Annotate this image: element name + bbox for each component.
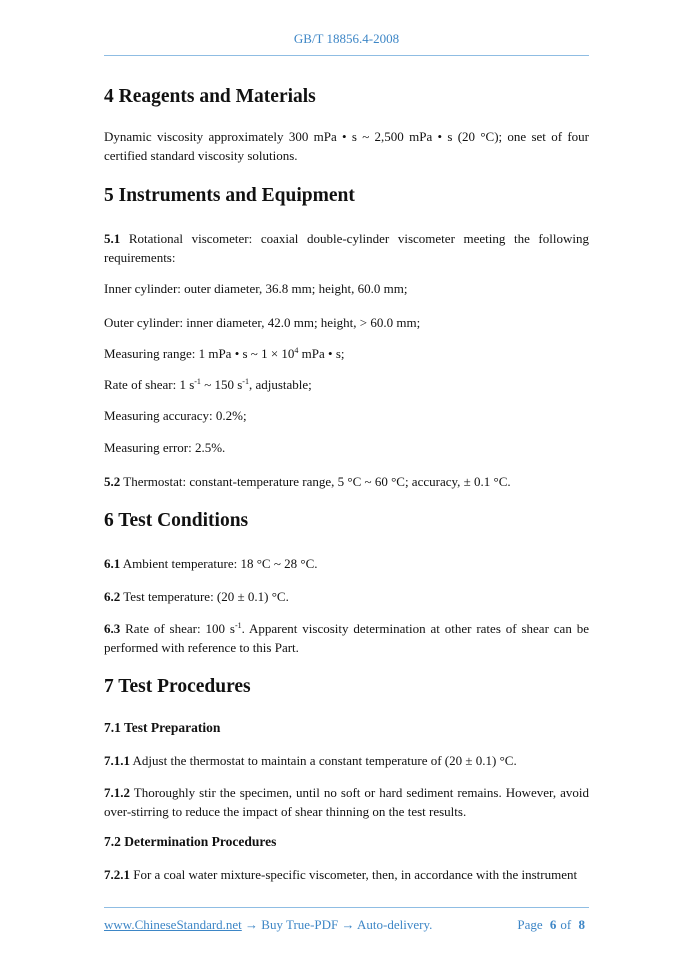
paragraph (104, 865, 589, 884)
section-heading: 6 Test Conditions (104, 510, 249, 531)
document-header: GB/T 18856.4-2008 (293, 31, 400, 46)
paragraph (104, 229, 589, 267)
superscript: -1 (234, 621, 242, 630)
clause-number: 7.2.1 (104, 867, 130, 882)
clause-number: 6.3 (104, 621, 121, 636)
text: Rate of shear: 1 s (104, 377, 195, 392)
clause-text: Ambient temperature: 18 °C ~ 28 °C. (120, 556, 318, 571)
paragraph: Outer cylinder: inner diameter, 42.0 mm; height, > 60.0 mm; (104, 315, 421, 330)
superscript: -1 (242, 377, 249, 386)
section-heading: 5 Instruments and Equipment (104, 185, 355, 206)
clause-text: Test temperature: (20 ± 0.1) °C. (120, 589, 289, 604)
clause-text: Rotational viscometer: coaxial double-cylinder viscometer meeting the following requirements: (104, 231, 589, 265)
paragraph: Measuring accuracy: 0.2%; (104, 408, 247, 423)
subsection-heading: 7.2 Determination Procedures (104, 834, 277, 849)
clause-number: 5.2 (104, 474, 121, 489)
page-total: 8 (578, 917, 585, 932)
paragraph (104, 554, 589, 573)
paragraph (104, 751, 589, 770)
section-heading: 7 Test Procedures (104, 676, 251, 697)
footer-rule (104, 907, 589, 908)
promo-text: → Buy True-PDF → Auto-delivery. (241, 917, 433, 932)
paragraph (104, 619, 589, 657)
clause-number: 7.1.2 (104, 785, 130, 800)
paragraph: Dynamic viscosity approximately 300 mPa • s ~ 2,500 mPa • s (20 °C); one set of four certified standard viscosity solutions. (104, 129, 589, 163)
text: , adjustable; (248, 377, 312, 392)
subsection-heading: 7.1 Test Preparation (104, 720, 221, 735)
clause-text: Thoroughly stir the specimen, until no soft or hard sediment remains. However, avoid over-stirring to reduce the impact of shear thinning on the test results. (104, 785, 589, 819)
text: ~ 150 s (200, 377, 243, 392)
clause-text: Rate of shear: 100 s (120, 621, 235, 636)
text: mPa • s; (298, 346, 345, 361)
paragraph (104, 587, 589, 606)
paragraph: Inner cylinder: outer diameter, 36.8 mm; height, 60.0 mm; (104, 281, 408, 296)
clause-number: 5.1 (104, 231, 121, 246)
document-footer (104, 917, 589, 933)
clause-text: . Apparent viscosity determination at other rates of shear can be performed with reference to this Part. (104, 621, 589, 655)
superscript: 4 (294, 346, 299, 355)
paragraph (104, 783, 589, 821)
clause-text: Thermostat: constant-temperature range, 5 °C ~ 60 °C; accuracy, ± 0.1 °C. (120, 474, 511, 489)
page-indicator (517, 917, 589, 933)
paragraph (104, 375, 589, 394)
clause-text: Adjust the thermostat to maintain a constant temperature of (20 ± 0.1) °C. (130, 753, 517, 768)
of-label: of (560, 917, 572, 932)
paragraph (104, 472, 589, 491)
paragraph (104, 344, 589, 363)
clause-number: 6.2 (104, 589, 121, 604)
paragraph: Measuring error: 2.5%. (104, 440, 226, 455)
footer-promo (104, 917, 432, 933)
clause-text: For a coal water mixture-specific viscometer, then, in accordance with the instrument (130, 867, 578, 882)
superscript: -1 (194, 377, 201, 386)
website-link[interactable]: www.ChineseStandard.net (104, 917, 242, 932)
text: Measuring range: 1 mPa • s ~ 1 × 10 (104, 346, 295, 361)
page-label: Page (517, 917, 543, 932)
header-rule (104, 55, 589, 56)
page-number: 6 (549, 917, 557, 932)
clause-number: 7.1.1 (104, 753, 130, 768)
section-heading: 4 Reagents and Materials (104, 86, 316, 107)
clause-number: 6.1 (104, 556, 121, 571)
